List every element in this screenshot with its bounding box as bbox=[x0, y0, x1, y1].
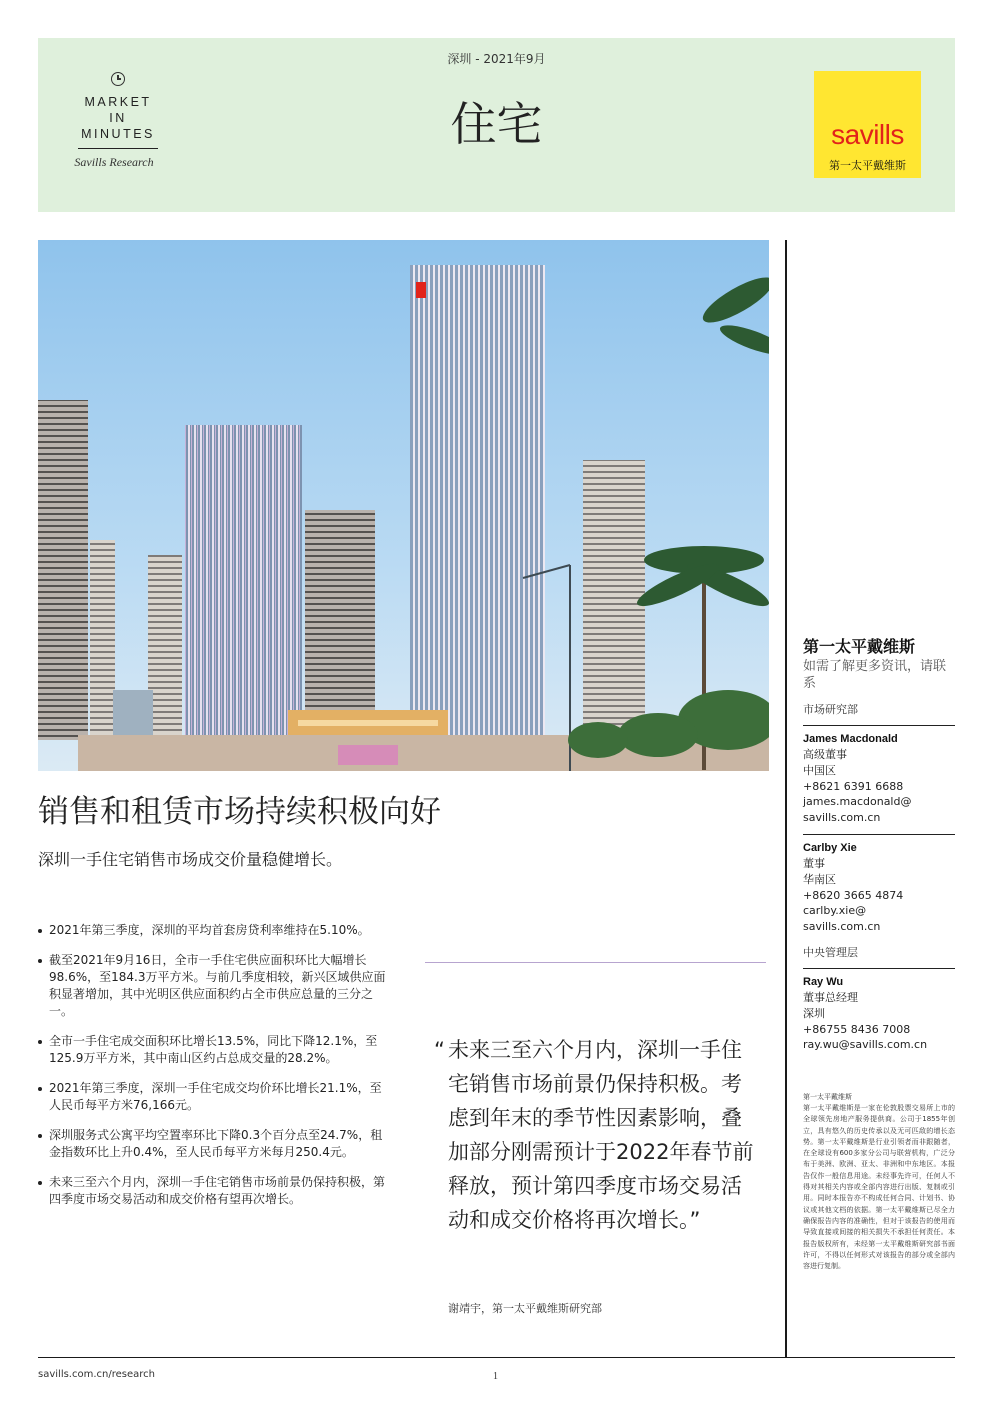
contact-email-link[interactable]: carlby.xie@ bbox=[803, 904, 867, 918]
key-point: 未来三至六个月内，深圳一手住宅销售市场前景仍保持积极，第四季度市场交易活动和成交价格有望再次增长。 bbox=[38, 1174, 388, 1208]
footer-divider bbox=[38, 1357, 955, 1358]
key-point: 截至2021年9月16日，全市一手住宅供应面积环比大幅增长98.6%，至184.3万平方米。与前几季度相较，新兴区域供应面积显著增加，其中光明区供应面积约占全市供应总量的三分之一。 bbox=[38, 952, 388, 1020]
contact-title: 高级董事 bbox=[803, 748, 847, 761]
savills-wordmark: savills bbox=[831, 119, 904, 150]
savills-chinese-name: 第一太平戴维斯 bbox=[829, 159, 906, 172]
contact-title: 董事 bbox=[803, 856, 825, 870]
quote-attribution: 谢靖宇，第一太平戴维斯研究部 bbox=[448, 1302, 602, 1315]
key-point: 2021年第三季度，深圳一手住宅成交均价环比增长21.1%，至人民币每平方米76,166元。 bbox=[38, 1080, 388, 1114]
contact-email-link[interactable]: james.macdonald@ bbox=[803, 795, 912, 809]
contact-card bbox=[803, 731, 955, 826]
logo-word-market: MARKET bbox=[84, 95, 152, 109]
page-number: 1 bbox=[493, 1371, 498, 1382]
contact-region: 中国区 bbox=[803, 763, 836, 777]
disclaimer-title: 第一太平戴维斯 bbox=[803, 1093, 852, 1101]
contact-divider bbox=[803, 968, 955, 969]
contact-card bbox=[803, 974, 955, 1053]
report-header bbox=[38, 38, 955, 212]
dateline: 深圳 - 2021年9月 bbox=[447, 52, 546, 66]
skyline-photo-illustration bbox=[38, 240, 769, 771]
hero-photo bbox=[38, 240, 769, 771]
logo-word-minutes: MINUTES bbox=[81, 127, 155, 141]
contact-region: 华南区 bbox=[803, 872, 836, 886]
contact-divider bbox=[803, 834, 955, 835]
footer-url-link[interactable]: savills.com.cn/research bbox=[38, 1369, 155, 1380]
column-divider bbox=[785, 240, 787, 1358]
key-points-list bbox=[38, 922, 388, 1221]
contact-phone: +8621 6391 6688 bbox=[803, 779, 904, 793]
quote-open-mark: “ bbox=[434, 1038, 445, 1062]
disclaimer-body: 第一太平戴维斯是一家在伦敦股票交易所上市的全球领先房地产服务提供商。公司于1855年创立，具有悠久的历史传承以及无可匹敌的增长态势。第一太平戴维斯是行业引领者而非跟随者，在全球设有600多家分公司与联营机构，广泛分布于美洲、欧洲、亚太、非洲和中东地区。本报告仅作一般信息用途。未经事先许可，任何人不得对其相关内容或全部内容进行出版、复制或引用。同时本报告亦不构成任何合同、计划书、协议或其他文档的依据。第一太平戴维斯已尽全力确保报告内容的准确性，但对于该报告的使用而导致直接或间接的相关损失不承担任何责任。本报告版权所有，未经第一太平戴维斯研究部书面许可，不得以任何形式对该报告的部分或全部内容进行复制。 bbox=[803, 1104, 955, 1271]
logo-subtitle: Savills Research bbox=[74, 155, 154, 169]
contact-name: Carlby Xie bbox=[803, 841, 857, 854]
contact-card bbox=[803, 840, 955, 935]
contact-email-link[interactable]: savills.com.cn bbox=[803, 811, 881, 825]
contacts-sidebar bbox=[803, 636, 955, 1053]
contact-region: 深圳 bbox=[803, 1006, 825, 1020]
sidebar-company: 第一太平戴维斯 bbox=[803, 637, 916, 656]
key-point: 深圳服务式公寓平均空置率环比下降0.3个百分点至24.7%，租金指数环比上升0.4%，至人民币每平方米每月250.4元。 bbox=[38, 1127, 388, 1161]
contact-name: Ray Wu bbox=[803, 975, 844, 988]
article-headline: 销售和租赁市场持续积极向好 bbox=[38, 794, 441, 830]
page-title: 住宅 bbox=[450, 97, 543, 151]
contact-divider bbox=[803, 725, 955, 726]
disclaimer bbox=[803, 1092, 955, 1272]
logo-word-in: IN bbox=[109, 111, 127, 125]
contact-title: 董事总经理 bbox=[803, 990, 858, 1004]
contact-email-link[interactable]: savills.com.cn bbox=[803, 920, 881, 934]
contact-prompt: 如需了解更多资讯，请联系 bbox=[803, 659, 947, 691]
key-point: 全市一手住宅成交面积环比增长13.5%，同比下降12.1%，至125.9万平方米，其中南山区约占总成交量的28.2%。 bbox=[38, 1033, 388, 1067]
clock-icon bbox=[111, 72, 125, 86]
contact-email-link[interactable]: ray.wu@savills.com.cn bbox=[803, 1038, 928, 1052]
quote-text: 未来三至六个月内，深圳一手住宅销售市场前景仍保持积极。考虑到年末的季节性因素影响，叠加部分刚需预计于2022年春节前释放，预计第四季度市场交易活动和成交价格将再次增长。” bbox=[448, 1038, 754, 1232]
contact-phone: +8620 3665 4874 bbox=[803, 888, 904, 902]
savills-logo bbox=[814, 71, 921, 178]
contact-name: James Macdonald bbox=[803, 733, 898, 745]
section-management-label: 中央管理层 bbox=[803, 945, 858, 959]
section-research-label: 市场研究部 bbox=[803, 703, 858, 716]
article-subhead: 深圳一手住宅销售市场成交价量稳健增长。 bbox=[38, 850, 343, 869]
key-point: 2021年第三季度，深圳的平均首套房贷利率维持在5.10%。 bbox=[38, 922, 388, 939]
contact-phone: +86755 8436 7008 bbox=[803, 1022, 911, 1036]
quote-divider bbox=[425, 962, 766, 963]
